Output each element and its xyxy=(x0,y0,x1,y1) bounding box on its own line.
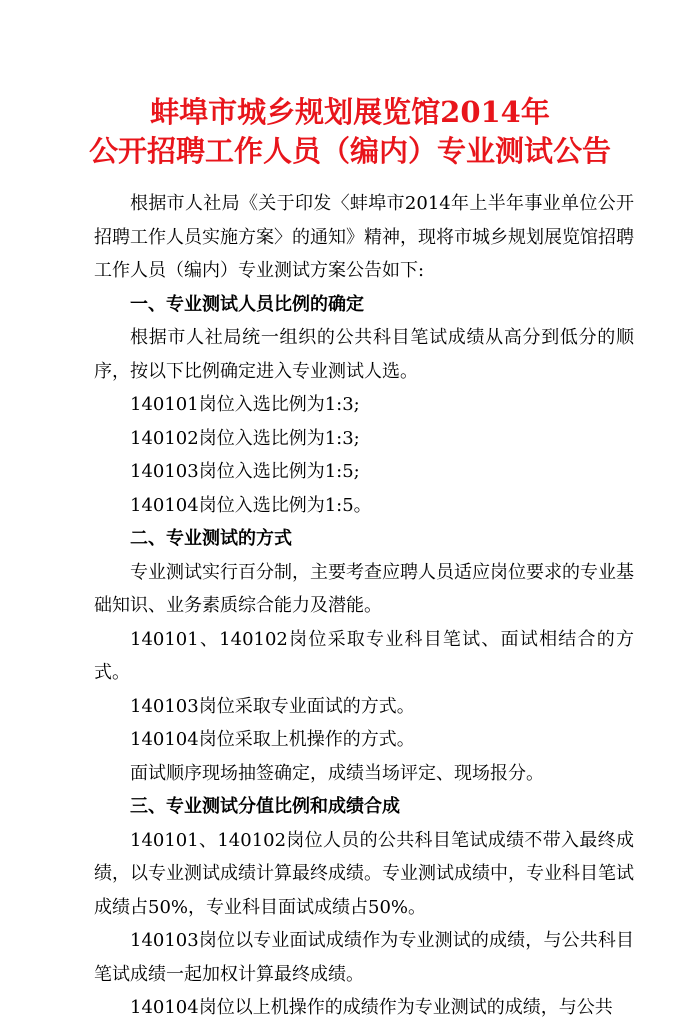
section-heading: 二、专业测试的方式 xyxy=(130,528,292,549)
body-paragraph: 140103岗位以专业面试成绩作为专业测试的成绩，与公共科目笔试成绩一起加权计算最终成绩。 xyxy=(94,930,634,985)
body-paragraph: 140104岗位采取上机操作的方式。 xyxy=(130,729,415,750)
body-paragraph: 140102岗位入选比例为1:3; xyxy=(130,427,360,449)
body-paragraph: 根据市人社局《关于印发〈蚌埠市2014年上半年事业单位公开招聘工作人员实施方案〉的通知》精神，现将市城乡规划展览馆招聘工作人员（编内）专业测试方案公告如下: xyxy=(94,193,634,281)
body-paragraph: 140104岗位以上机操作的成绩作为专业测试的成绩，与公共 xyxy=(130,997,613,1018)
section-heading: 三、专业测试分值比例和成绩合成 xyxy=(130,796,400,817)
body-paragraph: 140103岗位采取专业面试的方式。 xyxy=(130,695,415,717)
section-heading: 一、专业测试人员比例的确定 xyxy=(130,293,364,315)
body-paragraph: 140101岗位入选比例为1:3; xyxy=(130,394,360,415)
body-paragraph: 面试顺序现场抽签确定，成绩当场评定、现场报分。 xyxy=(130,762,544,784)
body-paragraph: 140104岗位入选比例为1:5。 xyxy=(130,494,372,516)
body-paragraph: 专业测试实行百分制，主要考查应聘人员适应岗位要求的专业基础知识、业务素质综合能力及潜能。 xyxy=(94,561,634,616)
body-paragraph: 140101、140102岗位人员的公共科目笔试成绩不带入最终成绩，以专业测试成绩计算最终成绩。专业测试成绩中，专业科目笔试成绩占50%，专业科目面试成绩占50%。 xyxy=(94,829,634,918)
document-title-line2: 公开招聘工作人员（编内）专业测试公告 xyxy=(88,134,611,168)
body-paragraph: 140103岗位入选比例为1:5; xyxy=(130,461,360,482)
body-paragraph: 140101、140102岗位采取专业科目笔试、面试相结合的方式。 xyxy=(94,628,634,683)
document-title-line1: 蚌埠市城乡规划展览馆2014年 xyxy=(150,95,550,129)
body-paragraph: 根据市人社局统一组织的公共科目笔试成绩从高分到低分的顺序，按以下比例确定进入专业测试人选。 xyxy=(94,327,634,382)
document-body xyxy=(94,187,634,1025)
